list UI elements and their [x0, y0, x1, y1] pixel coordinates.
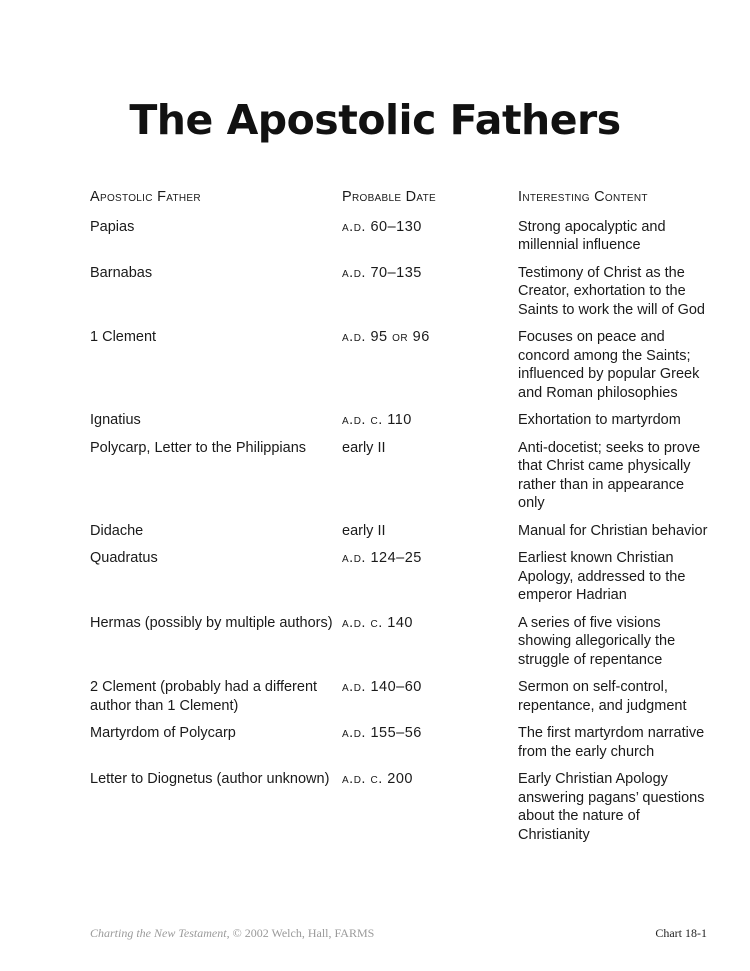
- date-cell: a.d. c. 140: [342, 614, 413, 631]
- content-cell: Strong apocalyptic and millennial influence: [518, 218, 666, 253]
- table-row: [90, 411, 710, 430]
- chart-number: Chart 18-1: [655, 926, 707, 940]
- table-header: [90, 188, 710, 207]
- father-cell: Quadratus: [90, 550, 158, 566]
- table-row: [90, 328, 710, 402]
- footer-copyright: , © 2002 Welch, Hall, FARMS: [226, 926, 375, 940]
- father-cell: Ignatius: [90, 412, 141, 428]
- date-cell: a.d. 70–135: [342, 264, 422, 281]
- header-content: Interesting Content: [518, 189, 648, 205]
- content-cell: The first martyrdom narrative from the early church: [518, 725, 705, 760]
- father-cell: Letter to Diognetus (author unknown): [90, 771, 330, 787]
- date-cell: a.d. 140–60: [342, 679, 422, 695]
- table-row: [90, 549, 710, 605]
- content-cell: A series of five visions showing allegorically the struggle of repentance: [518, 614, 676, 668]
- father-cell: 1 Clement: [90, 329, 157, 345]
- table-row: [90, 724, 710, 761]
- father-cell: Didache: [90, 522, 144, 539]
- content-cell: Anti-docetist; seeks to prove that Christ came physically rather than in appearance only: [518, 439, 701, 511]
- content-cell: Sermon on self-control, repentance, and judgment: [518, 679, 687, 714]
- father-cell: Martyrdom of Polycarp: [90, 725, 236, 741]
- date-cell: a.d. 60–130: [342, 218, 422, 235]
- content-cell: Exhortation to martyrdom: [518, 412, 681, 428]
- father-cell: Papias: [90, 218, 135, 235]
- date-cell: a.d. c. 110: [342, 412, 412, 428]
- table-row: [90, 614, 710, 670]
- content-cell: Earliest known Christian Apology, addressed to the emperor Hadrian: [518, 550, 686, 603]
- content-cell: Focuses on peace and concord among the Saints; influenced by popular Greek and Roman philosophies: [518, 329, 700, 401]
- header-father: Apostolic Father: [90, 189, 201, 205]
- father-cell: Polycarp, Letter to the Philippians: [90, 439, 307, 456]
- date-cell: a.d. 155–56: [342, 725, 422, 741]
- table-row: [90, 218, 710, 255]
- header-date: Probable Date: [342, 189, 437, 205]
- date-cell: early II: [342, 439, 386, 456]
- page-title: The Apostolic Fathers: [129, 96, 621, 144]
- father-cell: Hermas (possibly by multiple authors): [90, 614, 333, 631]
- father-cell: Barnabas: [90, 264, 153, 281]
- table-row: [90, 770, 710, 844]
- date-cell: a.d. 124–25: [342, 550, 422, 566]
- content-cell: Testimony of Christ as the Creator, exhortation to the Saints to work the will of God: [518, 264, 705, 318]
- fathers-table: [90, 188, 710, 853]
- footer-book-title: Charting the New Testament: [90, 926, 227, 940]
- table-row: [90, 678, 710, 715]
- table-row: [90, 264, 710, 320]
- table-row: [90, 439, 710, 513]
- father-cell: 2 Clement (probably had a different author than 1 Clement): [90, 679, 318, 714]
- table-row: [90, 522, 710, 541]
- content-cell: Early Christian Apology answering pagans’ questions about the nature of Christianity: [518, 771, 705, 843]
- date-cell: a.d. 95 or 96: [342, 329, 430, 345]
- date-cell: a.d. c. 200: [342, 771, 413, 787]
- date-cell: early II: [342, 522, 386, 539]
- footer-citation: [90, 926, 374, 941]
- content-cell: Manual for Christian behavior: [518, 522, 708, 539]
